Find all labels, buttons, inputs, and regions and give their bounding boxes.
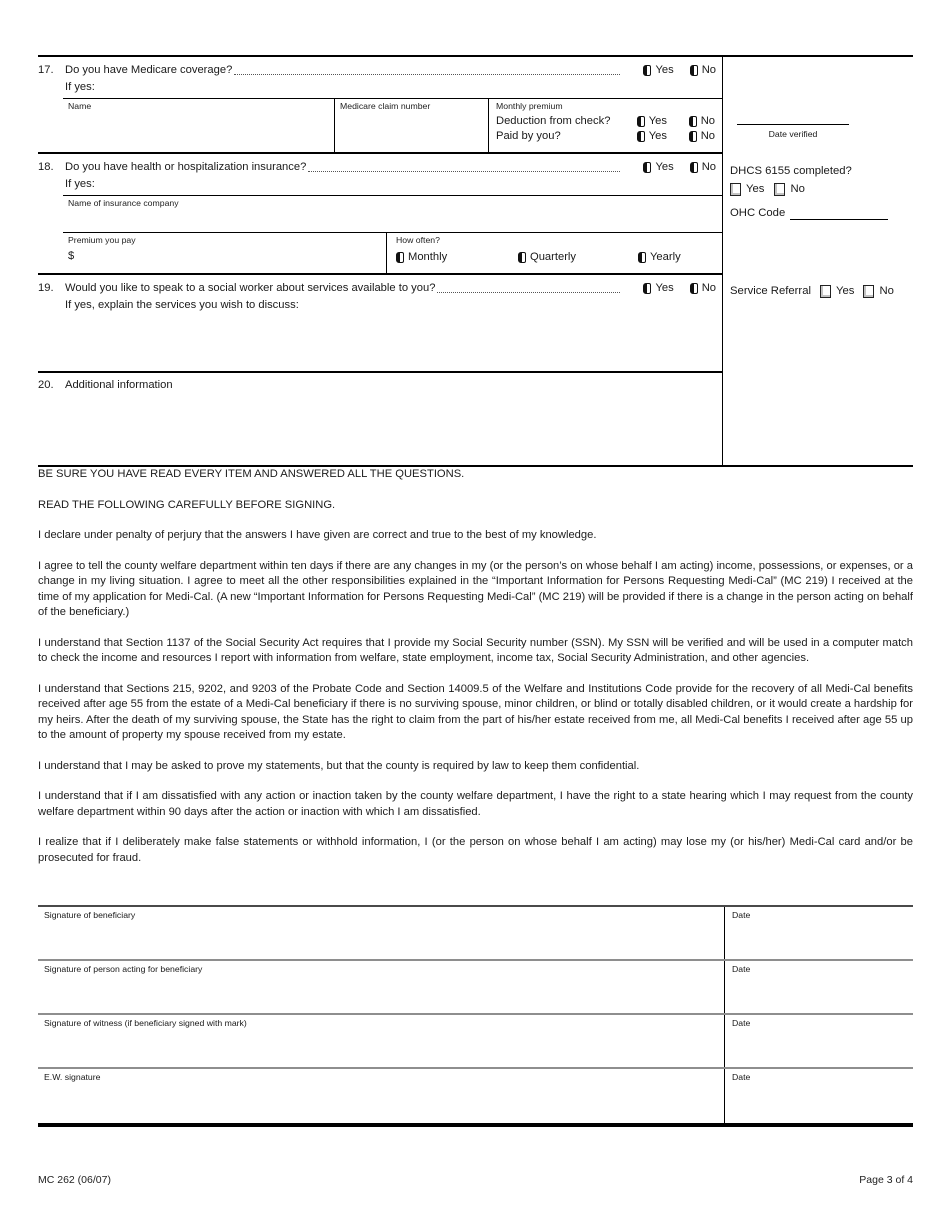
- date-label: Date: [732, 1018, 751, 1028]
- declaration-paragraph: I realize that if I deliberately make false statements or withhold information, I (or the person on whose behalf I am acting) may lose my (or his/her) Medi-Cal card and/or be prosecuted for fraud.: [38, 836, 913, 864]
- notice-be-sure: BE SURE YOU HAVE READ EVERY ITEM AND ANSWERED ALL THE QUESTIONS.: [38, 468, 465, 480]
- question-19-block: [38, 275, 722, 373]
- paid-by-you-row: [496, 130, 715, 142]
- notice-read-following: READ THE FOLLOWING CAREFULLY BEFORE SIGNING.: [38, 498, 336, 511]
- question-19-yes-no: [627, 282, 716, 295]
- medicare-claim-cell[interactable]: [335, 99, 489, 152]
- paid-no-option[interactable]: [689, 130, 715, 142]
- paid-yes-option[interactable]: [637, 130, 689, 142]
- monthly-option[interactable]: [396, 251, 518, 263]
- service-referral-row: [730, 284, 894, 298]
- monthly-premium-cell: [489, 99, 722, 152]
- signature-table: [38, 905, 913, 1127]
- q17-no-checkbox[interactable]: [690, 65, 698, 76]
- insurance-company-label: Name of insurance company: [68, 198, 179, 208]
- quarterly-label: Quarterly: [530, 251, 577, 263]
- yearly-label: Yearly: [650, 251, 681, 263]
- page-footer: [38, 1174, 913, 1186]
- how-often-options: [396, 251, 713, 263]
- dollar-sign: $: [68, 250, 75, 262]
- dhcs-yes-checkbox[interactable]: [730, 183, 741, 196]
- witness-signature-label: Signature of witness (if beneficiary signed with mark): [44, 1018, 247, 1028]
- q19-answer-area[interactable]: [38, 312, 722, 371]
- deduction-yes-option[interactable]: [637, 115, 689, 127]
- how-often-label: How often?: [396, 235, 440, 245]
- question-18-text: Do you have health or hospitalization insurance?: [65, 161, 307, 173]
- beneficiary-date-cell[interactable]: [725, 907, 913, 959]
- no-label: No: [879, 285, 894, 297]
- ohc-code-field: [730, 206, 888, 220]
- q17-yes-checkbox[interactable]: [643, 65, 651, 76]
- question-18-block: [38, 154, 722, 275]
- q18-no-checkbox[interactable]: [690, 162, 698, 173]
- acting-person-signature-label: Signature of person acting for beneficiary: [44, 964, 203, 974]
- medicare-table: [63, 98, 722, 152]
- question-17-yes-no: [627, 64, 716, 77]
- deduction-label: Deduction from check?: [496, 115, 611, 127]
- yes-label: Yes: [648, 115, 667, 127]
- acting-person-signature-cell[interactable]: [38, 961, 725, 1013]
- question-19-row: [38, 275, 722, 295]
- deduction-no-checkbox[interactable]: [689, 116, 697, 127]
- q18-yes-checkbox[interactable]: [643, 162, 651, 173]
- no-label: No: [700, 130, 715, 142]
- yes-label: Yes: [836, 285, 855, 297]
- question-19-number: 19.: [38, 282, 54, 294]
- signature-row-beneficiary: [38, 907, 913, 961]
- question-17-number: 17.: [38, 64, 54, 76]
- q18-no-option[interactable]: [690, 161, 716, 174]
- yes-label: Yes: [655, 282, 674, 294]
- question-20-number: 20.: [38, 379, 54, 391]
- date-label: Date: [732, 1072, 751, 1082]
- date-label: Date: [732, 910, 751, 920]
- beneficiary-signature-label: Signature of beneficiary: [44, 910, 136, 920]
- quarterly-option[interactable]: [518, 251, 638, 263]
- declaration-paragraph: I understand that Section 1137 of the Social Security Act requires that I provide my Social Security number (SSN). My SSN will be verified and will be used in a computer match to check the income and resources I report with information from welfare, state employment, income tax, Social Security Administration, and other agencies.: [38, 636, 913, 664]
- beneficiary-signature-cell[interactable]: [38, 907, 725, 959]
- quarterly-checkbox[interactable]: [518, 252, 526, 263]
- premium-you-pay-label: Premium you pay: [68, 235, 136, 245]
- witness-signature-cell[interactable]: [38, 1015, 725, 1067]
- ew-signature-label: E.W. signature: [44, 1072, 101, 1082]
- no-label: No: [700, 115, 715, 127]
- county-use-column: [723, 57, 913, 465]
- premium-how-often-row: [63, 232, 722, 273]
- bottom-double-rule: [38, 1123, 913, 1127]
- question-17-text: Do you have Medicare coverage?: [65, 64, 233, 76]
- medicare-claim-label: Medicare claim number: [340, 101, 431, 111]
- acting-person-date-cell[interactable]: [725, 961, 913, 1013]
- date-verified-field[interactable]: [737, 114, 849, 141]
- medicare-name-cell[interactable]: [63, 99, 335, 152]
- yes-label: Yes: [655, 161, 674, 173]
- form-number: MC 262 (06/07): [38, 1174, 111, 1186]
- date-label: Date: [732, 964, 751, 974]
- signature-row-acting-person: [38, 961, 913, 1015]
- question-20-row: [38, 373, 722, 391]
- ohc-code-label: OHC Code: [730, 207, 786, 219]
- question-20-block[interactable]: [38, 373, 722, 465]
- question-19-text: Would you like to speak to a social worker about services available to you?: [65, 282, 436, 294]
- service-referral-yes-checkbox[interactable]: [820, 285, 831, 298]
- date-verified-blank[interactable]: [737, 114, 849, 125]
- q19-no-option[interactable]: [690, 282, 716, 295]
- monthly-label: Monthly: [408, 251, 448, 263]
- q19-no-checkbox[interactable]: [690, 283, 698, 294]
- dotted-leader: [437, 292, 620, 293]
- ew-signature-cell[interactable]: [38, 1069, 725, 1123]
- paid-by-you-label: Paid by you?: [496, 130, 561, 142]
- q19-yes-option[interactable]: [643, 282, 673, 295]
- declaration-paragraph: I declare under penalty of perjury that the answers I have given are correct and true to the best of my knowledge.: [38, 529, 597, 541]
- q17-yes-option[interactable]: [643, 64, 673, 77]
- question-17-block: [38, 57, 722, 154]
- service-referral-no-checkbox[interactable]: [863, 285, 874, 298]
- q17-no-option[interactable]: [690, 64, 716, 77]
- ew-date-cell[interactable]: [725, 1069, 913, 1123]
- question-20-label: Additional information: [65, 379, 173, 391]
- paid-yes-checkbox[interactable]: [637, 131, 645, 142]
- how-often-cell: [387, 233, 722, 273]
- declaration-paragraph: I agree to tell the county welfare department within ten days if there are any changes in my (or the person’s on whose behalf I am acting) income, possessions, or expenses, or a change in my living situation. I agree to meet all the other responsibilities explained in the “Important Information for Persons Requesting Medi-Cal” (MC 219) I received at the time of my application for Medi-Cal. (A new “Important Information for Persons Requesting Medi-Cal” (MC 219) will be provided if there is a change in the person acting on behalf of the beneficiary.): [38, 559, 913, 618]
- question-18-yes-no: [627, 161, 716, 174]
- yearly-option[interactable]: [638, 251, 681, 263]
- question-17-if-yes: If yes:: [65, 81, 95, 93]
- service-referral-label: Service Referral: [730, 285, 811, 297]
- questions-section: [38, 55, 913, 467]
- paid-no-checkbox[interactable]: [689, 131, 697, 142]
- deduction-no-option[interactable]: [689, 115, 715, 127]
- dhcs-6155-question: DHCS 6155 completed?: [730, 165, 852, 177]
- no-label: No: [701, 64, 716, 76]
- question-17-row: [38, 57, 722, 77]
- q18-yes-option[interactable]: [643, 161, 673, 174]
- medicare-name-label: Name: [68, 101, 92, 111]
- dotted-leader: [234, 74, 620, 75]
- insurance-company-cell[interactable]: [63, 195, 722, 232]
- question-18-number: 18.: [38, 161, 54, 173]
- no-label: No: [701, 161, 716, 173]
- q19-yes-checkbox[interactable]: [643, 283, 651, 294]
- declaration-section: [38, 467, 913, 881]
- monthly-checkbox[interactable]: [396, 252, 404, 263]
- premium-cell[interactable]: [63, 233, 387, 273]
- question-18-if-yes: If yes:: [65, 178, 95, 190]
- yes-label: Yes: [746, 183, 765, 195]
- signature-row-ew: [38, 1069, 913, 1123]
- dotted-leader: [308, 171, 620, 172]
- yearly-checkbox[interactable]: [638, 252, 646, 263]
- questions-main-column: [38, 57, 723, 465]
- yes-label: Yes: [648, 130, 667, 142]
- deduction-row: [496, 115, 715, 127]
- declaration-paragraph: I understand that Sections 215, 9202, and 9203 of the Probate Code and Section 14009.5 of the Welfare and Institutions Code provide for the recovery of all Medi-Cal benefits received after age 55 from the estate of a Medi-Cal beneficiary if there is no surviving spouse, minor children, or blind or totally disabled children, or it would create a hardship for my heirs. After the death of my surviving spouse, the State has the right to claim from the part of his/her estate received from me, all Medi-Cal benefits I received after age 55 up to the amount of property my spouse received from my estate.: [38, 682, 913, 741]
- deduction-yes-checkbox[interactable]: [637, 116, 645, 127]
- monthly-premium-label: Monthly premium: [496, 101, 563, 111]
- declaration-paragraph: I understand that if I am dissatisfied with any action or inaction taken by the county welfare department, I have the right to a state hearing which I may request from the county welfare department within 90 days after the action or inaction with which I am dissatisfied.: [38, 790, 913, 818]
- witness-date-cell[interactable]: [725, 1015, 913, 1067]
- no-label: No: [790, 183, 805, 195]
- dhcs-no-checkbox[interactable]: [774, 183, 785, 196]
- question-18-row: [38, 154, 722, 174]
- date-verified-label: Date verified: [768, 129, 818, 139]
- page-number: Page 3 of 4: [859, 1174, 913, 1186]
- dhcs-6155-yes-no: [730, 182, 805, 196]
- yes-label: Yes: [655, 64, 674, 76]
- no-label: No: [701, 282, 716, 294]
- ohc-code-blank[interactable]: [790, 208, 888, 220]
- question-19-if-yes: If yes, explain the services you wish to discuss:: [65, 299, 299, 311]
- declaration-paragraph: I understand that I may be asked to prove my statements, but that the county is required by law to keep them confidential.: [38, 759, 640, 772]
- signature-row-witness: [38, 1015, 913, 1069]
